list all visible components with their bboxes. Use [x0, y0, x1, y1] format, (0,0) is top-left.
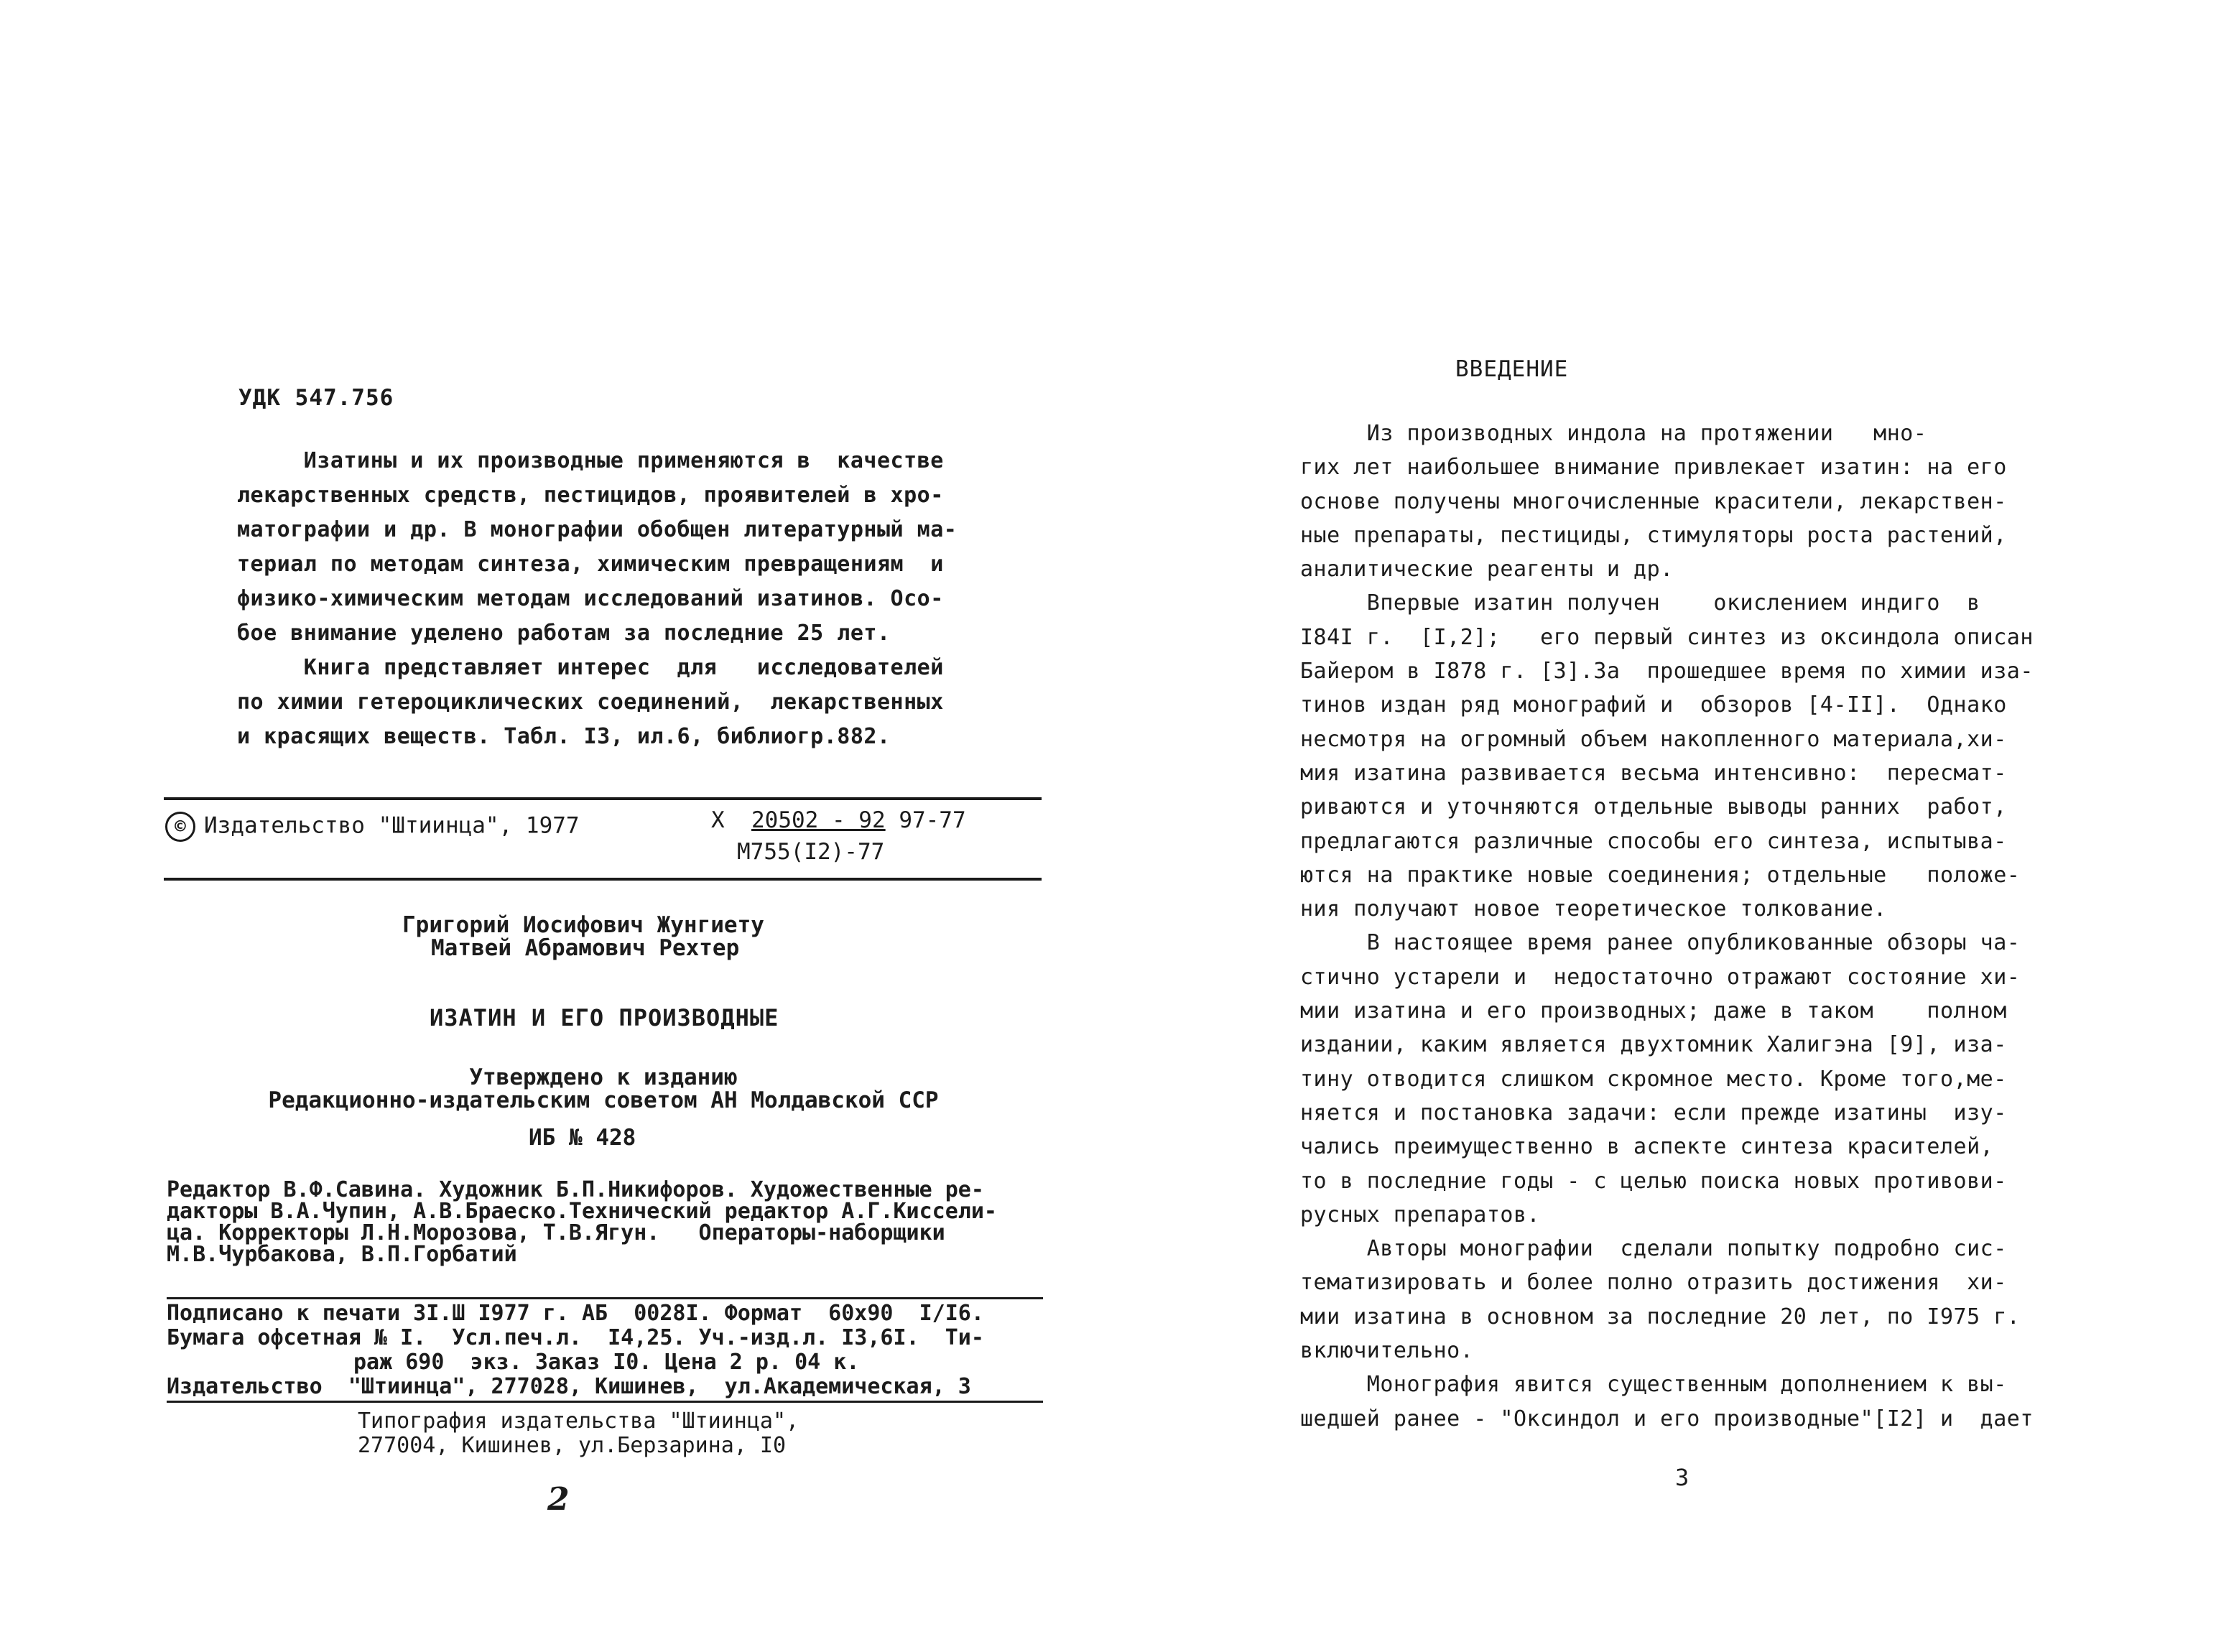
- body-line: Авторы монографии сделали попытку подробно сис-: [1300, 1236, 2007, 1262]
- abstract-line: лекарственных средств, пестицидов, проявителей в хро-: [237, 483, 944, 508]
- author-1: Григорий Иосифович Жунгиету: [402, 912, 764, 938]
- credits-line: Редактор В.Ф.Савина. Художник Б.П.Никифоров. Художественные ре-: [167, 1177, 984, 1202]
- body-line: издании, каким является двухтомник Халигэна [9], иза-: [1300, 1032, 2007, 1058]
- book-title: ИЗАТИН И ЕГО ПРОИЗВОДНЫЕ: [430, 1004, 779, 1031]
- divider-print-top: [167, 1297, 1043, 1299]
- approval-line: Редакционно-издательским советом АН Молдавской ССР: [268, 1087, 939, 1113]
- print-info: [167, 1301, 1050, 1399]
- credits: [167, 1179, 1050, 1266]
- typography-line: 277004, Кишинев, ул.Берзарина, I0: [358, 1433, 787, 1458]
- catalog-code: [711, 807, 966, 833]
- body-line: В настоящее время ранее опубликованные обзоры ча-: [1300, 930, 2021, 956]
- section-title: ВВЕДЕНИЕ: [1455, 356, 1569, 382]
- body-line: ные препараты, пестициды, стимуляторы роста растений,: [1300, 522, 2007, 548]
- abstract-line: Книга представляет интерес для исследователей: [237, 655, 944, 680]
- abstract-line: териал по методам синтеза, химическим превращениям и: [237, 552, 944, 577]
- right-page: [1121, 0, 2239, 1652]
- body-line: русных препаратов.: [1300, 1202, 1541, 1228]
- body-line: стично устарели и недостаточно отражают состояние хи-: [1300, 964, 2021, 990]
- page-number-right: 3: [1675, 1464, 1689, 1491]
- abstract-line: физико-химическим методам исследований изатинов. Осо-: [237, 586, 944, 611]
- body-line: мии изатина и его производных; даже в таком полном: [1300, 998, 2007, 1024]
- body-line: Монография явится существенным дополнением к вы-: [1300, 1372, 2007, 1398]
- copyright-text: Издательство "Штиинца", 1977: [204, 812, 580, 839]
- print-line: Издательство "Штиинца", 277028, Кишинев, ул.Академическая, 3: [167, 1374, 971, 1399]
- copyright-icon: ©: [165, 812, 195, 842]
- credits-line: М.В.Чурбакова, В.П.Горбатий: [167, 1242, 517, 1267]
- credits-line: ца. Корректоры Л.Н.Морозова, Т.В.Ягун. Операторы-наборщики: [167, 1220, 945, 1245]
- body-line: гих лет наибольшее внимание привлекает изатин: на его: [1300, 455, 2007, 481]
- body-line: мии изатина в основном за последние 20 лет, по I975 г.: [1300, 1304, 2021, 1330]
- print-line: раж 690 экз. Заказ I0. Цена 2 р. 04 к.: [353, 1350, 860, 1375]
- body-line: тематизировать и более полно отразить достижения хи-: [1300, 1270, 2007, 1296]
- body-line: няется и постановка задачи: если прежде изатины изу-: [1300, 1100, 2007, 1126]
- code-prefix: Х: [711, 807, 725, 833]
- page-number-left: 2: [547, 1481, 570, 1518]
- udk-code: УДК 547.756: [238, 385, 394, 411]
- body-line: аналитические реагенты и др.: [1300, 557, 1674, 583]
- body-line: тину отводится слишком скромное место. Кроме того,ме-: [1300, 1066, 2007, 1092]
- body-line: несмотря на огромный объем накопленного материала,хи-: [1300, 726, 2007, 752]
- abstract-line: бое внимание уделено работам за последние 25 лет.: [237, 621, 891, 646]
- body-line: мия изатина развивается весьма интенсивно: пересмат-: [1300, 760, 2007, 786]
- catalog-code-line2: М755(I2)-77: [737, 839, 885, 865]
- typography-line: Типография издательства "Штиинца",: [358, 1409, 799, 1434]
- body-line: основе получены многочисленные красители, лекарствен-: [1300, 488, 2007, 514]
- typography-info: [358, 1409, 799, 1458]
- body-line: чались преимущественно в аспекте синтеза красителей,: [1300, 1134, 1994, 1160]
- body-line: Байером в I878 г. [3].За прошедшее время по химии иза-: [1300, 659, 2034, 685]
- abstract-line: по химии гетероциклических соединений, лекарственных: [237, 690, 944, 715]
- body-line: риваются и уточняются отдельные выводы ранних работ,: [1300, 794, 2007, 820]
- abstract-line: Изатины и их производные применяются в качестве: [237, 448, 944, 473]
- ib-number: ИБ № 428: [529, 1125, 636, 1151]
- print-line: Подписано к печати 3I.Ш I977 г. АБ 0028I. Формат 60х90 I/I6.: [167, 1301, 984, 1326]
- body-line: I84I г. [I,2]; его первый синтез из оксиндола описан: [1300, 624, 2034, 650]
- abstract-line: и красящих веществ. Табл. I3, ил.6, библиогр.882.: [237, 724, 891, 749]
- authors: [402, 914, 764, 960]
- abstract: [237, 444, 984, 754]
- code-suffix: 97-77: [899, 807, 966, 833]
- credits-line: дакторы В.А.Чупин, А.В.Браеско.Технический редактор А.Г.Киссели-: [167, 1199, 997, 1224]
- body-line: Впервые изатин получен окислением индиго в: [1300, 590, 1980, 616]
- body-line: шедшей ранее - "Оксиндол и его производные"[I2] и дает: [1300, 1406, 2034, 1431]
- abstract-line: матографии и др. В монографии обобщен литературный ма-: [237, 517, 958, 542]
- divider-print-bottom: [167, 1401, 1043, 1403]
- body-text: [1300, 417, 2126, 1436]
- divider-top: [164, 797, 1042, 800]
- body-line: то в последние годы - с целью поиска новых противови-: [1300, 1168, 2007, 1194]
- approval-line: Утверждено к изданию: [469, 1064, 738, 1090]
- body-line: Из производных индола на протяжении мно-: [1300, 421, 1927, 446]
- body-line: предлагаются различные способы его синтеза, испытыва-: [1300, 828, 2007, 854]
- print-line: Бумага офсетная № I. Усл.печ.л. I4,25. Уч.-изд.л. I3,6I. Ти-: [167, 1325, 984, 1350]
- approval: [244, 1066, 963, 1112]
- code-number: 20502 - 92: [751, 807, 886, 833]
- copyright-line: [165, 812, 580, 842]
- author-2: Матвей Абрамович Рехтер: [431, 935, 740, 961]
- divider-bottom: [164, 878, 1042, 881]
- body-line: включительно.: [1300, 1338, 1474, 1364]
- body-line: ются на практике новые соединения; отдельные положе-: [1300, 862, 2021, 888]
- body-line: тинов издан ряд монографий и обзоров [4-II]. Однако: [1300, 692, 2007, 718]
- body-line: ния получают новое теоретическое толкование.: [1300, 896, 1887, 922]
